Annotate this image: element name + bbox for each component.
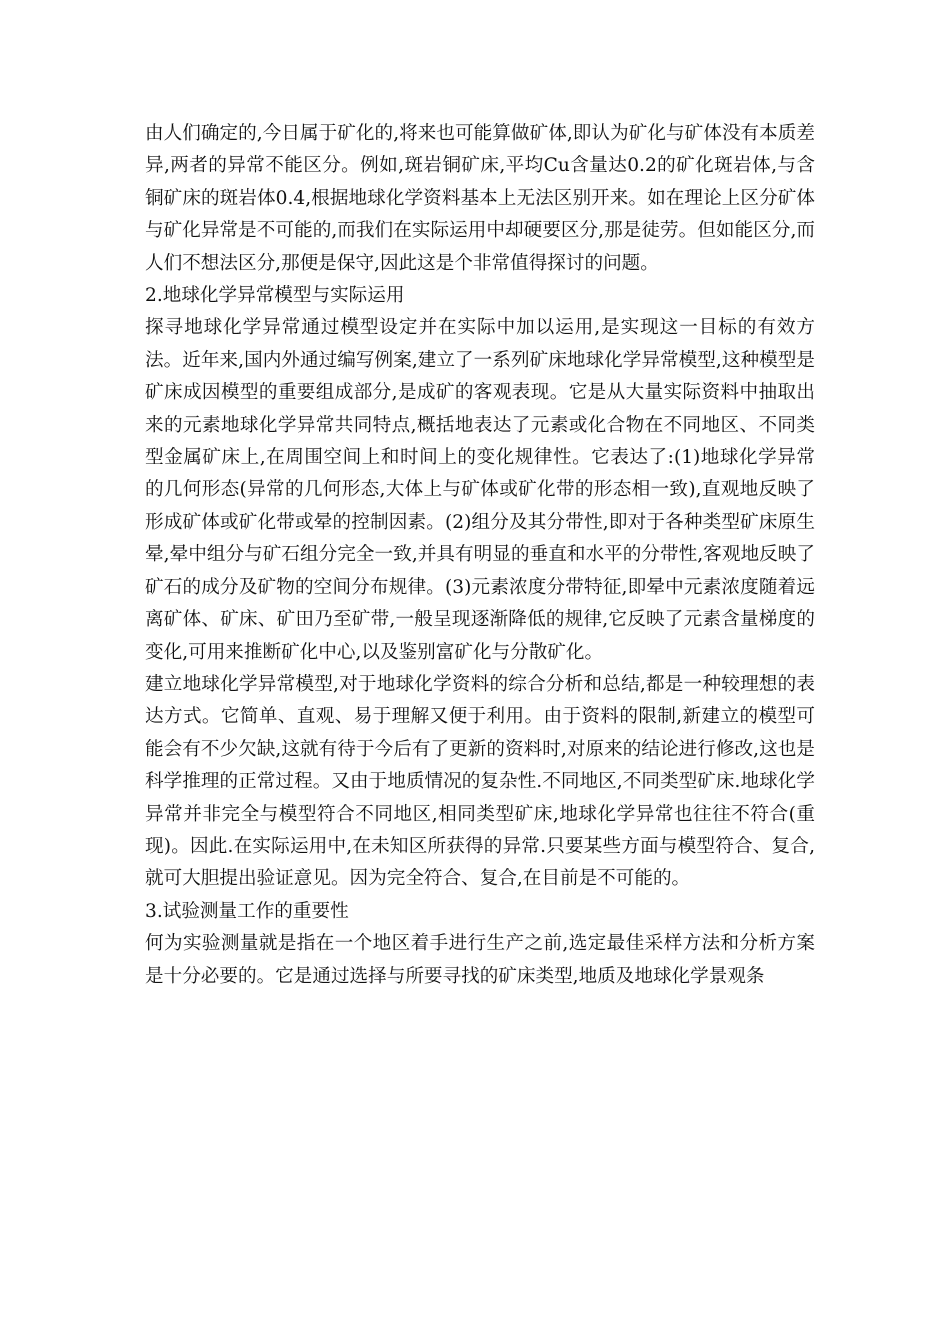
paragraph-model-application: 建立地球化学异常模型,对于地球化学资料的综合分析和总结,都是一种较理想的表达方式。它简单、直观、易于理解又便于利用。由于资料的限制,新建立的模型可能会有不少欠缺,这就有待于今后有了更新的资料时,对原来的结论进行修改,这也是科学推理的正常过程。又由于地质情况的复杂性.不同地区,不同类型矿床.地球化学异常并非完全与模型符合不同地区,相同类型矿床,地球化学异常也往往不符合(重现)。因此.在实际运用中,在未知区所获得的异常.只要某些方面与模型符合、复合,就可大胆提出验证意见。因为完全符合、复合,在目前是不可能的。 (145, 673, 815, 890)
section-heading-test-survey: 3.试验测量工作的重要性 (145, 900, 349, 922)
document-page (145, 118, 815, 993)
section-heading-anomaly-models: 2.地球化学异常模型与实际运用 (145, 285, 405, 307)
paragraph-anomaly-model-features: 探寻地球化学异常通过模型设定并在实际中加以运用,是实现这一目标的有效方法。近年来,国内外通过编写例案,建立了一系列矿床地球化学异常模型,这种模型是矿床成因模型的重要组成部分,是成矿的客观表现。它是从大量实际资料中抽取出来的元素地球化学异常共同特点,概括地表达了元素或化合物在不同地区、不同类型金属矿床上,在周围空间上和时间上的变化规律性。它表达了:(1)地球化学异常的几何形态(异常的几何形态,大体上与矿体或矿化带的形态相一致),直观地反映了形成矿体或矿化带或晕的控制因素。(2)组分及其分带性,即对于各种类型矿床原生晕,晕中组分与矿石组分完全一致,并具有明显的垂直和水平的分带性,客观地反映了矿石的成分及矿物的空间分布规律。(3)元素浓度分带特征,即晕中元素浓度随着远离矿体、矿床、矿田乃至矿带,一般呈现逐渐降低的规律,它反映了元素含量梯度的变化,可用来推断矿化中心,以及鉴别富矿化与分散矿化。 (145, 317, 815, 663)
paragraph-test-survey-definition: 何为实验测量就是指在一个地区着手进行生产之前,选定最佳采样方法和分析方案是十分必要的。它是通过选择与所要寻找的矿床类型,地质及地球化学景观条 (145, 933, 815, 987)
paragraph-mineralization-distinction: 由人们确定的,今日属于矿化的,将来也可能算做矿体,即认为矿化与矿体没有本质差异,两者的异常不能区分。例如,斑岩铜矿床,平均Cu含量达0.2的矿化斑岩体,与含铜矿床的斑岩体0.4,根据地球化学资料基本上无法区别开来。如在理论上区分矿体与矿化异常是不可能的,而我们在实际运用中却硬要区分,那是徒劳。但如能区分,而人们不想法区分,那便是保守,因此这是个非常值得探讨的问题。 (145, 123, 815, 274)
